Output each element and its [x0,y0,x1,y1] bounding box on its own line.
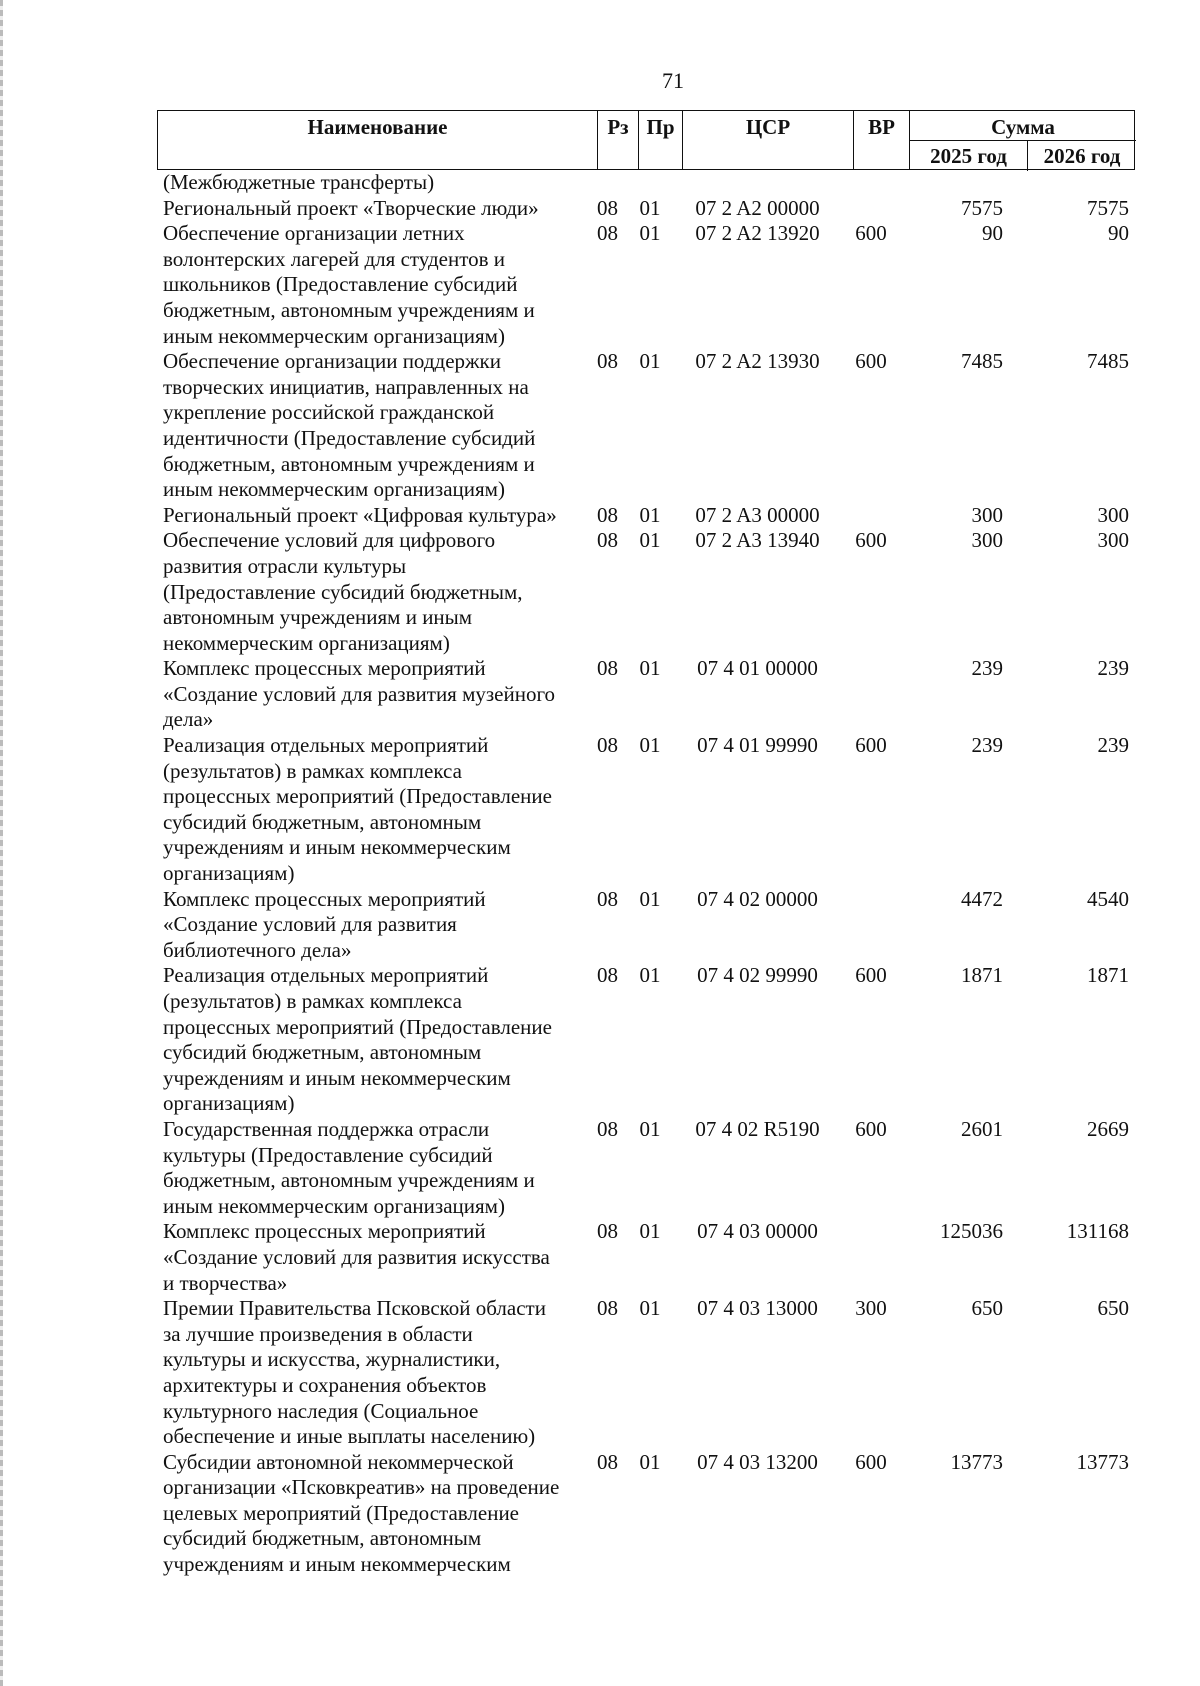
row-name: Региональный проект «Цифровая культура» [163,502,557,527]
header-sum-group [910,111,1136,169]
row-sum-2026: 90 [1108,221,1129,246]
row-rz: 08 [597,1116,618,1141]
table-row [157,1117,1135,1219]
row-name: Обеспечение организации летних волонтерских лагерей для студентов и школьников (Предоставление субсидий бюджетным, автономным учреждениям и иным некоммерческим организациям) [163,221,535,348]
row-vr: 600 [855,963,887,988]
row-csr: 07 4 03 00000 [697,1219,818,1244]
row-sum-2026: 13773 [1076,1449,1129,1474]
table-row [157,656,1135,733]
row-sum-2025: 7575 [961,195,1003,220]
row-csr: 07 2 A2 13930 [695,349,820,374]
row-csr: 07 2 A2 00000 [695,195,820,220]
row-pr: 01 [639,1116,661,1141]
header-pr: Пр [639,111,683,169]
row-vr: 600 [855,528,887,553]
row-csr: 07 2 A3 00000 [695,502,820,527]
row-csr: 07 4 01 99990 [697,733,818,758]
header-rz: Рз [598,111,639,169]
row-csr: 07 4 02 R5190 [695,1116,820,1141]
row-pr: 01 [639,349,661,374]
row-rz: 08 [597,502,618,527]
row-pr: 01 [639,1219,661,1244]
row-csr: 07 2 A2 13920 [695,221,820,246]
row-sum-2025 [899,170,1021,196]
row-pr: 01 [639,963,661,988]
row-pr: 01 [639,1449,661,1474]
row-name: Комплекс процессных мероприятий «Создание условий для развития библиотечного дела» [163,886,486,962]
table-row [157,170,1135,196]
row-sum-2025: 239 [971,733,1003,758]
header-sum: Сумма [910,111,1136,141]
row-pr: 01 [639,502,661,527]
row-pr: 01 [639,1296,661,1321]
row-rz: 08 [597,528,618,553]
row-vr: 600 [855,349,887,374]
row-rz: 08 [597,195,618,220]
row-name: Комплекс процессных мероприятий «Создание условий для развития музейного дела» [163,656,556,732]
row-sum-2025: 13773 [950,1449,1003,1474]
table-row [157,221,1135,349]
row-name: Реализация отдельных мероприятий (результатов) в рамках комплекса процессных мероприятий (Предоставление субсидий бюджетным, автономным учреждениям и иным некоммерческим организациям) [163,963,552,1116]
row-sum-2026: 239 [1097,656,1129,681]
row-vr [843,170,899,196]
header-year-2025: 2025 год [910,141,1028,171]
row-name: Комплекс процессных мероприятий «Создание условий для развития искусства и творчества» [163,1219,550,1295]
scan-edge [0,0,3,1686]
row-pr: 01 [639,733,661,758]
header-year-2026: 2026 год [1043,144,1121,168]
row-name: Премии Правительства Псковской области за лучшие произведения в области культуры и искусства, журналистики, архитектуры и сохранения объектов культурного наследия (Социальное обеспечение и иные выплаты населению) [163,1296,546,1449]
row-rz: 08 [597,963,618,988]
table-header [157,110,1135,170]
row-vr [843,1219,899,1296]
row-pr: 01 [639,886,661,911]
row-rz: 08 [597,656,618,681]
row-sum-2025: 300 [971,502,1003,527]
row-rz: 08 [597,1296,618,1321]
table-row [157,733,1135,887]
row-sum-2025: 7485 [961,349,1003,374]
row-csr [672,170,843,196]
row-pr [628,170,672,196]
row-vr: 600 [855,733,887,758]
row-vr: 600 [855,1116,887,1141]
row-name: Обеспечение условий для цифрового развития отрасли культуры (Предоставление субсидий бюджетным, автономным учреждениям и иным некоммерческим организациям) [163,528,523,655]
row-rz: 08 [597,349,618,374]
row-sum-2026: 239 [1097,733,1129,758]
row-vr [843,196,899,222]
row-rz: 08 [597,1449,618,1474]
table-row [157,349,1135,503]
row-sum-2026: 4540 [1087,886,1129,911]
row-sum-2026: 2669 [1087,1116,1129,1141]
row-sum-2025: 90 [982,221,1003,246]
header-name: Наименование [158,111,598,169]
row-sum-2025: 4472 [961,886,1003,911]
row-sum-2025: 650 [971,1296,1003,1321]
row-vr [843,656,899,733]
row-csr: 07 4 01 00000 [697,656,818,681]
row-sum-2026 [1021,170,1135,196]
row-sum-2026: 1871 [1087,963,1129,988]
header-csr: ЦСР [683,111,854,169]
row-csr: 07 4 03 13000 [697,1296,818,1321]
row-name: Региональный проект «Творческие люди» [163,195,539,220]
row-name: Обеспечение организации поддержки творческих инициатив, направленных на укрепление российской гражданской идентичности (Предоставление субсидий бюджетным, автономным учреждениям и иным некоммерческим организациям) [163,349,536,502]
row-vr: 300 [855,1296,887,1321]
row-sum-2025: 125036 [940,1219,1003,1244]
row-sum-2026: 300 [1097,528,1129,553]
row-rz: 08 [597,1219,618,1244]
row-pr: 01 [639,656,661,681]
row-name: (Межбюджетные трансферты) [163,170,435,194]
row-csr: 07 4 02 99990 [697,963,818,988]
row-rz: 08 [597,886,618,911]
table-row [157,887,1135,964]
table-row [157,1450,1135,1578]
row-rz: 08 [597,733,618,758]
table-row [157,528,1135,656]
row-name: Государственная поддержка отрасли культуры (Предоставление субсидий бюджетным, автономным учреждениям и иным некоммерческим организациям) [163,1116,535,1218]
table-row [157,1296,1135,1450]
row-rz [587,170,628,196]
table-row [157,196,1135,222]
row-pr: 01 [639,195,661,220]
row-csr: 07 4 02 00000 [697,886,818,911]
row-sum-2026: 300 [1097,502,1129,527]
row-sum-2025: 300 [971,528,1003,553]
row-pr: 01 [639,221,661,246]
row-vr [843,503,899,529]
row-vr: 600 [855,1449,887,1474]
row-vr: 600 [855,221,887,246]
table-row [157,503,1135,529]
table-row [157,1219,1135,1296]
row-sum-2026: 131168 [1066,1219,1129,1244]
row-name: Реализация отдельных мероприятий (результатов) в рамках комплекса процессных мероприятий (Предоставление субсидий бюджетным, автономным учреждениям и иным некоммерческим организациям) [163,733,552,886]
row-sum-2026: 7575 [1087,195,1129,220]
row-sum-2026: 7485 [1087,349,1129,374]
row-vr [843,887,899,964]
row-pr: 01 [639,528,661,553]
row-sum-2025: 2601 [961,1116,1003,1141]
header-vr: ВР [854,111,910,169]
row-sum-2026: 650 [1097,1296,1129,1321]
row-rz: 08 [597,221,618,246]
row-sum-2025: 1871 [961,963,1003,988]
table-body [157,170,1135,1578]
page-number: 71 [662,68,684,93]
row-sum-2025: 239 [971,656,1003,681]
row-csr: 07 2 A3 13940 [695,528,820,553]
row-name: Субсидии автономной некоммерческой организации «Псковкреатив» на проведение целевых мероприятий (Предоставление субсидий бюджетным, автономным учреждениям и иным некоммерческим [163,1449,560,1577]
row-csr: 07 4 03 13200 [697,1449,818,1474]
table-row [157,963,1135,1117]
